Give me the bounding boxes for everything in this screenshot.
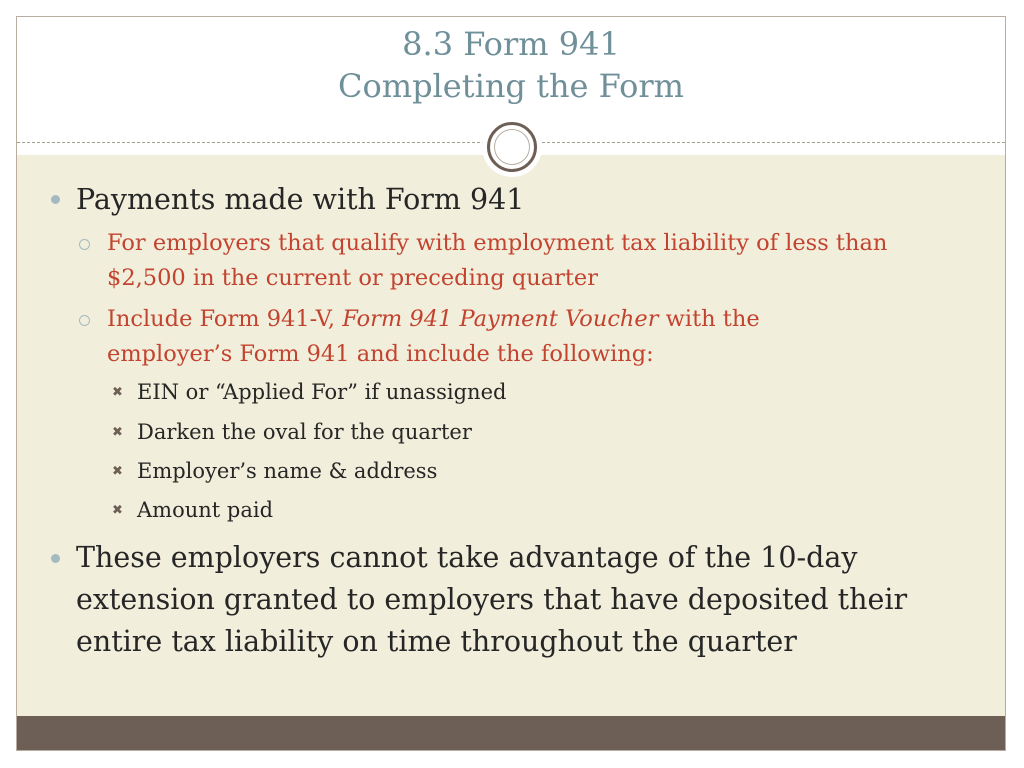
circle-ornament-inner xyxy=(494,129,530,165)
sub-bullet-qualify-line-1: For employers that qualify with employment tax liability of less than xyxy=(107,230,888,256)
star-bullet-icon: ✖ xyxy=(112,464,123,479)
sub-bullet-ring xyxy=(79,315,90,326)
footer-bar xyxy=(17,716,1005,750)
include-prefix: Include Form 941-V, xyxy=(107,306,343,332)
list-item-amount: Amount paid xyxy=(137,498,274,522)
title-line-2: Completing the Form xyxy=(337,67,685,105)
star-bullet-icon: ✖ xyxy=(112,503,123,518)
bullet-dot xyxy=(51,554,60,563)
sub-bullet-ring xyxy=(79,239,90,250)
list-item-oval: Darken the oval for the quarter xyxy=(137,420,472,444)
bullet-payments: Payments made with Form 941 xyxy=(76,183,525,216)
list-item-name-address: Employer’s name & address xyxy=(137,459,438,483)
bullet-employers-line-1: These employers cannot take advantage of the 10-day xyxy=(76,541,858,574)
include-suffix: with the xyxy=(658,306,760,332)
page-title xyxy=(17,23,1005,107)
voucher-title: Form 941 Payment Voucher xyxy=(342,306,659,332)
bullet-employers-line-2: extension granted to employers that have deposited their xyxy=(76,583,908,616)
bullet-employers-line-3: entire tax liability on time throughout the quarter xyxy=(76,625,797,658)
star-bullet-icon: ✖ xyxy=(112,425,123,440)
title-line-1: 8.3 Form 941 xyxy=(402,25,620,63)
star-bullet-icon: ✖ xyxy=(112,385,123,400)
bullet-dot xyxy=(51,195,60,204)
sub-bullet-qualify-line-2: $2,500 in the current or preceding quarter xyxy=(107,265,598,291)
sub-bullet-include-line-1 xyxy=(107,302,760,337)
list-item-ein: EIN or “Applied For” if unassigned xyxy=(137,380,507,404)
sub-bullet-include-line-2: employer’s Form 941 and include the following: xyxy=(107,341,654,367)
